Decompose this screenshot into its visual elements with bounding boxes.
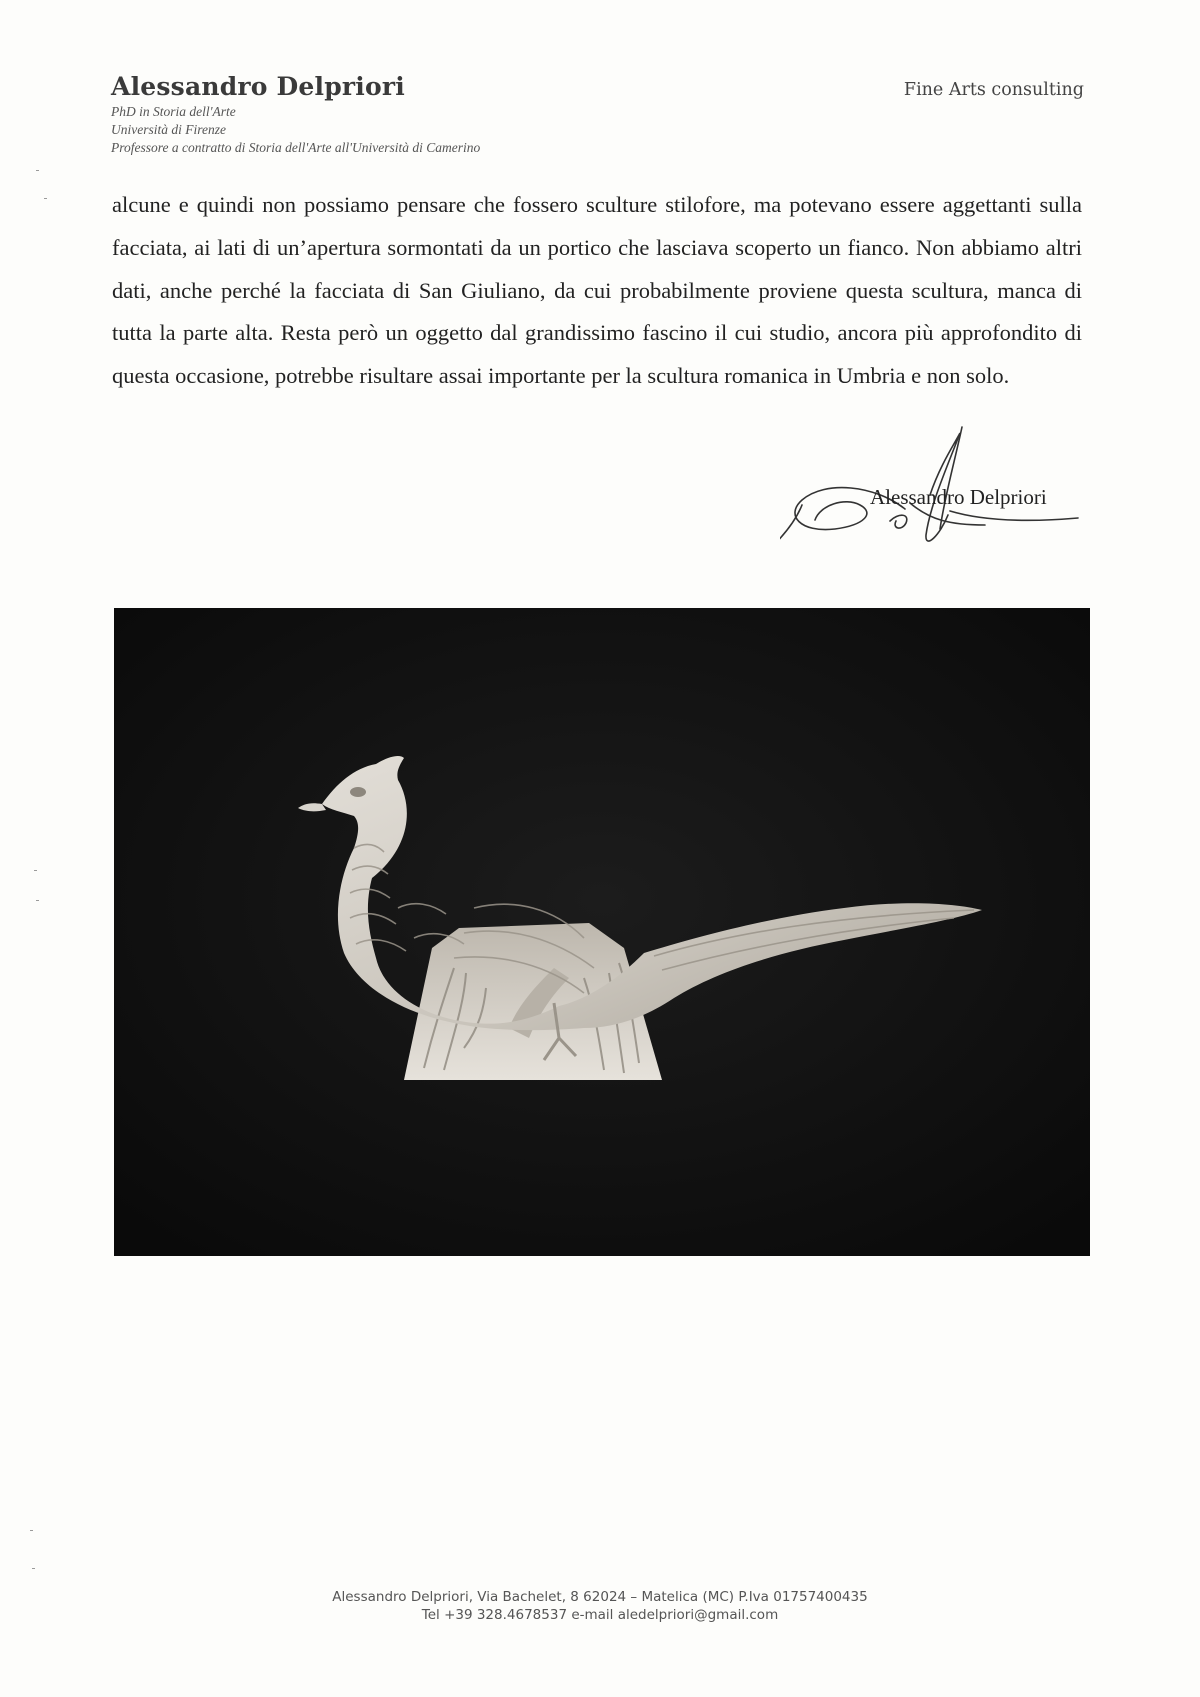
letterhead-degree: PhD in Storia dell'Arte <box>111 104 236 119</box>
letterhead-university: Università di Firenze <box>111 122 226 137</box>
letterhead-position: Professore a contratto di Storia dell'Arte all'Università di Camerino <box>111 140 481 155</box>
letterhead-name: Alessandro Delpriori <box>111 72 405 101</box>
pheasant-sculpture-photo <box>114 608 1090 1256</box>
scan-speck <box>30 1530 33 1531</box>
scan-speck <box>34 870 37 871</box>
pheasant-sculpture-image <box>114 608 1090 1256</box>
signature <box>780 425 1110 575</box>
scan-speck <box>36 170 39 171</box>
letterhead-tagline: Fine Arts consulting <box>903 80 1084 100</box>
scan-speck <box>44 198 47 199</box>
footer <box>0 1588 1200 1624</box>
footer-address: Alessandro Delpriori, Via Bachelet, 8 62024 – Matelica (MC) P.Iva 01757400435 <box>332 1589 868 1605</box>
body-paragraph: alcune e quindi non possiamo pensare che fossero sculture stilofore, ma potevano essere aggettanti sulla facciata, ai lati di un’apertura sormontati da un portico che lasciava scoperto un fianco. Non abbiamo altri dati, anche perché la facciata di San Giuliano, da cui probabilmente proviene questa scultura, manca di tutta la parte alta. Resta però un oggetto dal grandissimo fascino il cui studio, ancora più approfondito di questa occasione, potrebbe risultare assai importante per la scultura romanica in Umbria e non solo. <box>112 192 1082 389</box>
scan-speck <box>32 1568 35 1569</box>
signature-name: Alessandro Delpriori <box>870 485 1047 509</box>
footer-contact: Tel +39 328.4678537 e-mail aledelpriori@gmail.com <box>421 1607 779 1623</box>
letterhead <box>111 72 480 157</box>
scan-speck <box>36 900 39 901</box>
